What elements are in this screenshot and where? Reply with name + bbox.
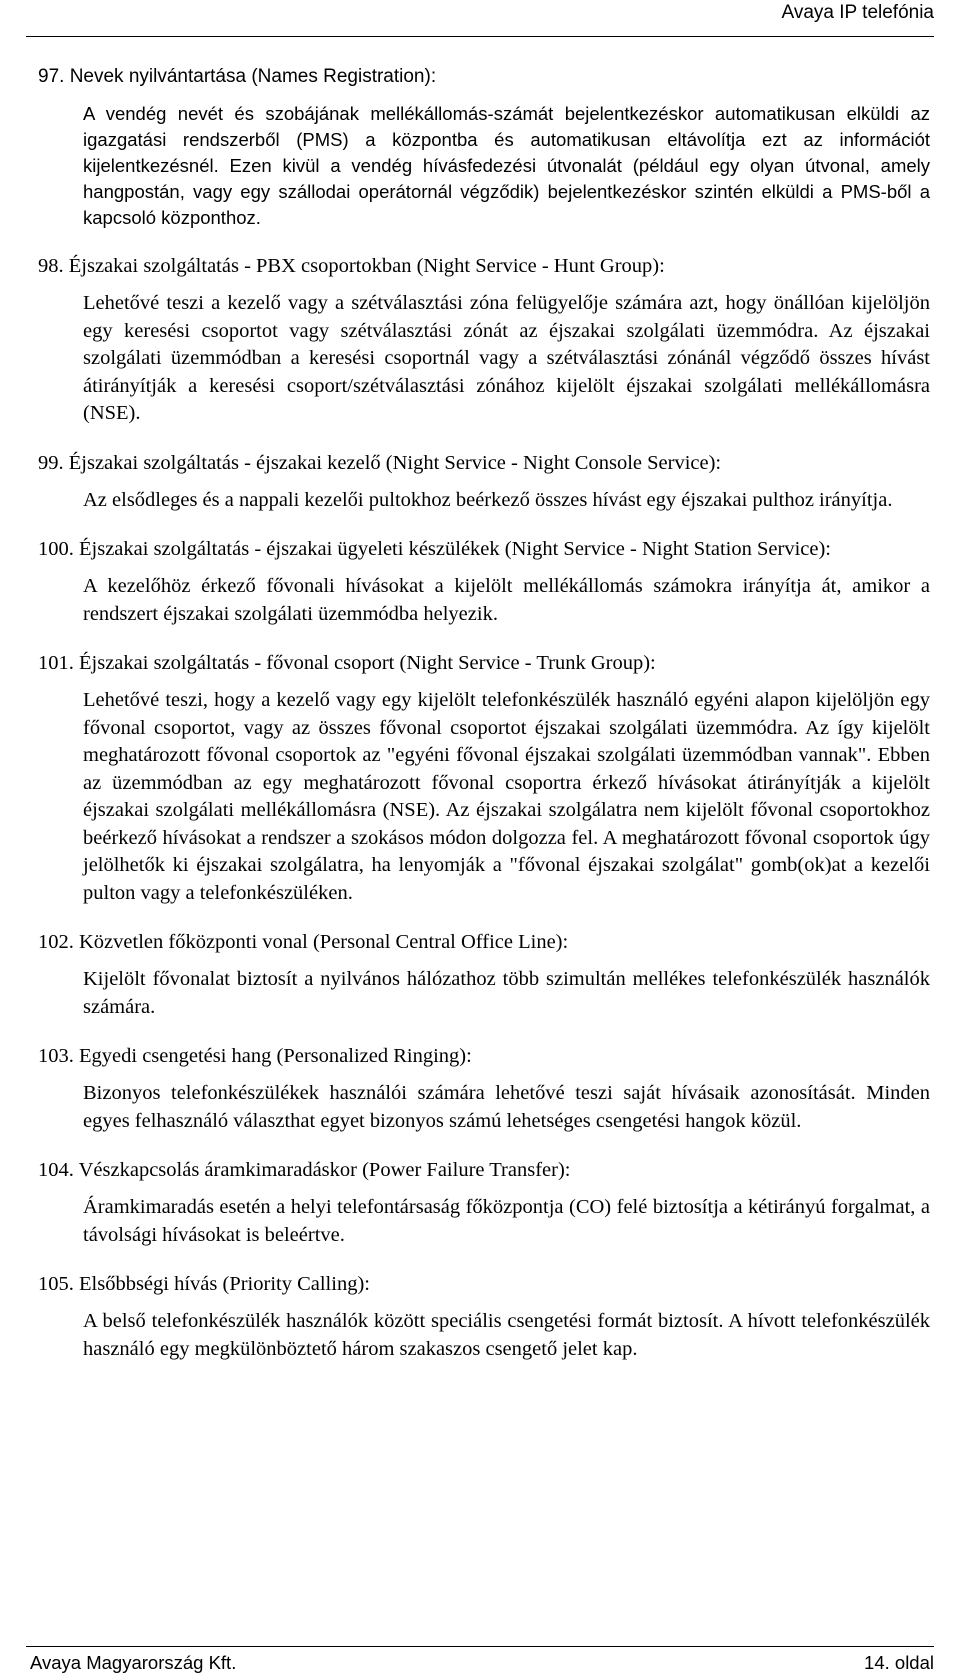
entry-body: Az elsődleges és a nappali kezelői pultokhoz beérkező összes hívást egy éjszakai pulthoz irányítja. <box>83 488 893 511</box>
entry-body: A belső telefonkészülék használók között speciális csengetési formát biztosít. A hívott telefonkészülék használó egy megkülönböztető három szakaszos csengető jelet kap. <box>83 1310 930 1360</box>
entry-title: 105. Elsőbbségi hívás (Priority Calling): <box>38 1273 370 1295</box>
entry-body: Kijelölt fővonalat biztosít a nyilvános hálózathoz több szimultán mellékes telefonkészülék használók számára. <box>83 968 930 1018</box>
entry-body: Áramkimaradás esetén a helyi telefontársaság főközpontja (CO) felé biztosítja a kétirányú forgalmat, a távolsági hívásokat is beleértve. <box>83 1196 930 1246</box>
entry-101 <box>38 649 930 907</box>
entry-102 <box>38 928 930 1021</box>
entry-body: Lehetővé teszi, hogy a kezelő vagy egy kijelölt telefonkészülék használó egyéni alapon kijelöljön egy fővonal csoportot, vagy az összes fővonal csoportot éjszakai szolgálati üzemmódra. Az így kijelölt meghatározott fővonal csoportok az "egyéni fővonal éjszakai szolgálati üzemmódban vannak". Ebben az üzemmódban az egy meghatározott fővonal csoportra érkező hívásokat átirányítják a kijelölt éjszakai szolgálati mellékállomásra (NSE). Az éjszakai szolgálatra nem kijelölt fővonal csoportokhoz beérkező hívásokat a rendszer a szokásos módon dolgozza fel. A meghatározott fővonal csoportok úgy jelölhetők ki éjszakai szolgálatra, ha lenyomják a "fővonal éjszakai szolgálat" gomb(ok)at a kezelői pulton vagy a telefonkészüléken. <box>83 689 930 904</box>
footer-company: Avaya Magyarország Kft. <box>30 1652 237 1673</box>
page-footer <box>26 1646 934 1676</box>
page-number: 14. oldal <box>864 1652 934 1673</box>
entry-105 <box>38 1270 930 1363</box>
document-body <box>38 64 930 1384</box>
entry-103 <box>38 1042 930 1135</box>
footer-divider <box>26 1646 934 1647</box>
entry-97 <box>38 64 930 231</box>
entry-body: Bizonyos telefonkészülékek használói számára lehetővé teszi saját hívásaik azonosítását. Minden egyes felhasználó választhat egyet bizonyos számú lehetséges csengetési hangok közül. <box>83 1082 930 1132</box>
entry-98 <box>38 252 930 428</box>
entry-title: 99. Éjszakai szolgáltatás - éjszakai kezelő (Night Service - Night Console Service): <box>38 451 722 474</box>
entry-104 <box>38 1156 930 1249</box>
header-title: Avaya IP telefónia <box>781 2 934 23</box>
entry-99 <box>38 449 930 515</box>
entry-body: Lehetővé teszi a kezelő vagy a szétválasztási zóna felügyelője számára azt, hogy önállóan kijelöljön egy keresési csoportot vagy szétválasztási zónát az éjszakai szolgálati üzemmódra. Az éjszakai szolgálati üzemmódban a keresési csoportnál vagy a szétválasztási zónánál végződő összes hívást átirányítják a keresési csoport/szétválasztási zónához kijelölt éjszakai szolgálati mellékállomásra (NSE). <box>83 292 930 424</box>
entry-title: 103. Egyedi csengetési hang (Personalized Ringing): <box>38 1045 472 1067</box>
entry-title: 101. Éjszakai szolgáltatás - fővonal csoport (Night Service - Trunk Group): <box>38 652 656 674</box>
entry-title: 97. Nevek nyilvántartása (Names Registration): <box>38 66 437 87</box>
page-header <box>0 0 960 48</box>
entry-title: 102. Közvetlen főközponti vonal (Personal Central Office Line): <box>38 931 569 953</box>
entry-title: 98. Éjszakai szolgáltatás - PBX csoportokban (Night Service - Hunt Group): <box>38 255 665 277</box>
entry-body: A vendég nevét és szobájának mellékállomás-számát bejelentkezéskor automatikusan elküldi az igazgatási rendszerből (PMS) a központba és automatikusan eltávolítja ezt az információt kijelentkezésnél. Ezen kivül a vendég hívásfedezési útvonalát (például egy olyan útvonal, amely hangpostán, vagy egy szállodai operátornál végződik) bejelentkezéskor szintén elküldi a PMS-ből a kapcsoló központhoz. <box>83 103 930 228</box>
entry-body: A kezelőhöz érkező fővonali hívásokat a kijelölt mellékállomás számokra irányítja át, amikor a rendszert éjszakai szolgálati üzemmódba helyezik. <box>83 575 930 625</box>
entry-100 <box>38 535 930 628</box>
entry-title: 100. Éjszakai szolgáltatás - éjszakai ügyeleti készülékek (Night Service - Night Station Service): <box>38 538 831 560</box>
entry-title: 104. Vészkapcsolás áramkimaradáskor (Power Failure Transfer): <box>38 1159 571 1181</box>
header-divider <box>26 36 934 37</box>
